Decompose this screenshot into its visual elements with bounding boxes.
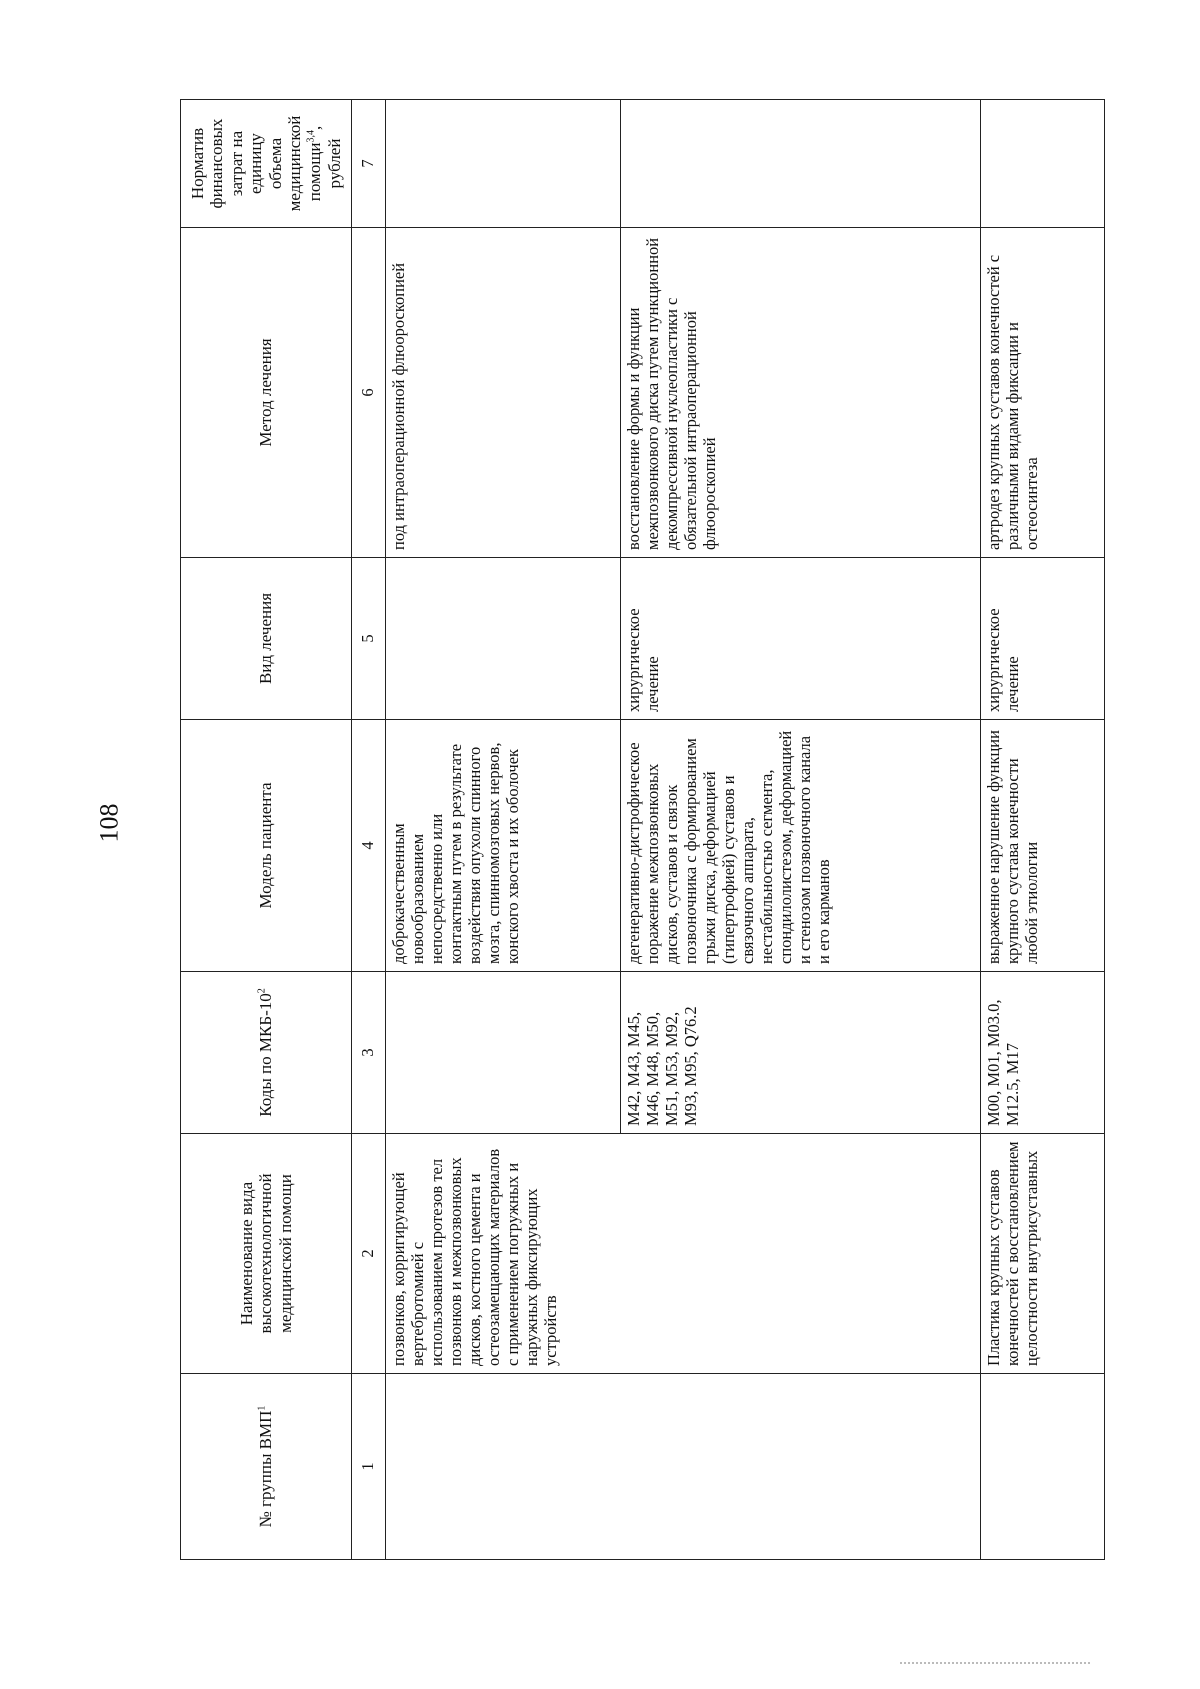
- column-number: 2: [351, 1134, 385, 1374]
- header-row: [181, 100, 352, 1560]
- cell-group: [621, 1374, 981, 1560]
- cell-method: восстановление формы и функции межпозвонкового диска путем пункционной декомпрессивной нуклеопластики с обязательной интраоперационной флюороскопией: [621, 228, 981, 558]
- vmp-table: [180, 99, 1105, 1560]
- cell-name: [621, 1134, 981, 1374]
- header-group: № группы ВМП$^1$: [181, 1374, 352, 1560]
- column-number: 6: [351, 228, 385, 558]
- cell-name: Пластика крупных суставов конечностей с восстановлением целостности внутрисуставных: [980, 1134, 1104, 1374]
- cell-cost: [385, 100, 621, 228]
- cell-codes: [385, 972, 621, 1134]
- scan-artifact: [900, 1662, 1090, 1667]
- header-method: Метод лечения: [181, 228, 352, 558]
- cell-codes: M00, M01, M03.0, M12.5, M17: [980, 972, 1104, 1134]
- header-cost: Норматив финансовых затрат на единицу объема медицинской помощи$^{3,4}$, рублей: [181, 100, 352, 228]
- column-number: 4: [351, 720, 385, 972]
- cell-group: [385, 1374, 621, 1560]
- rotated-table-container: [180, 100, 1105, 1560]
- cell-treatment-type: [385, 558, 621, 720]
- cell-codes: M42, M43, M45, M46, M48, M50, M51, M53, M92, M93, M95, Q76.2: [621, 972, 981, 1134]
- header-codes: Коды по МКБ-$10^2$: [181, 972, 352, 1134]
- cell-cost: [621, 100, 981, 228]
- cell-name: позвонков, корригирующей вертебротомией с использованием протезов тел позвонков и межпозвонковых дисков, костного цемента и остеозамещающих материалов с применением погружных и наружных фиксирующих устройств: [385, 1134, 621, 1374]
- column-number: 7: [351, 100, 385, 228]
- cell-treatment-type: хирургическое лечение: [621, 558, 981, 720]
- page-number: 108: [94, 803, 124, 843]
- column-number-row: [351, 100, 385, 1560]
- header-model: Модель пациента: [181, 720, 352, 972]
- cell-model: дегенеративно-дистрофическое поражение межпозвонковых дисков, суставов и связок позвоночника с формированием грыжи диска, деформацией (гипертрофией) суставов и связочного аппарата, нестабильностью сегмента, спондилолистезом, деформацией и стенозом позвоночного канала и его карманов: [621, 720, 981, 972]
- cell-treatment-type: хирургическое лечение: [980, 558, 1104, 720]
- column-number: 1: [351, 1374, 385, 1560]
- cell-model: выраженное нарушение функции крупного сустава конечности любой этиологии: [980, 720, 1104, 972]
- header-name: Наименование вида высокотехнологичной медицинской помощи: [181, 1134, 352, 1374]
- cell-cost: [980, 100, 1104, 228]
- table-row: [980, 100, 1104, 1560]
- table-row: [385, 100, 621, 1560]
- header-treatment-type: Вид лечения: [181, 558, 352, 720]
- column-number: 5: [351, 558, 385, 720]
- cell-method: артродез крупных суставов конечностей с различными видами фиксации и остеосинтеза: [980, 228, 1104, 558]
- table-row: [621, 100, 981, 1560]
- cell-model: доброкачественным новообразованием непосредственно или контактным путем в результате воздействия опухоли спинного мозга, спинномозговых нервов, конского хвоста и их оболочек: [385, 720, 621, 972]
- cell-method: под интраоперационной флюороскопией: [385, 228, 621, 558]
- cell-group: [980, 1374, 1104, 1560]
- column-number: 3: [351, 972, 385, 1134]
